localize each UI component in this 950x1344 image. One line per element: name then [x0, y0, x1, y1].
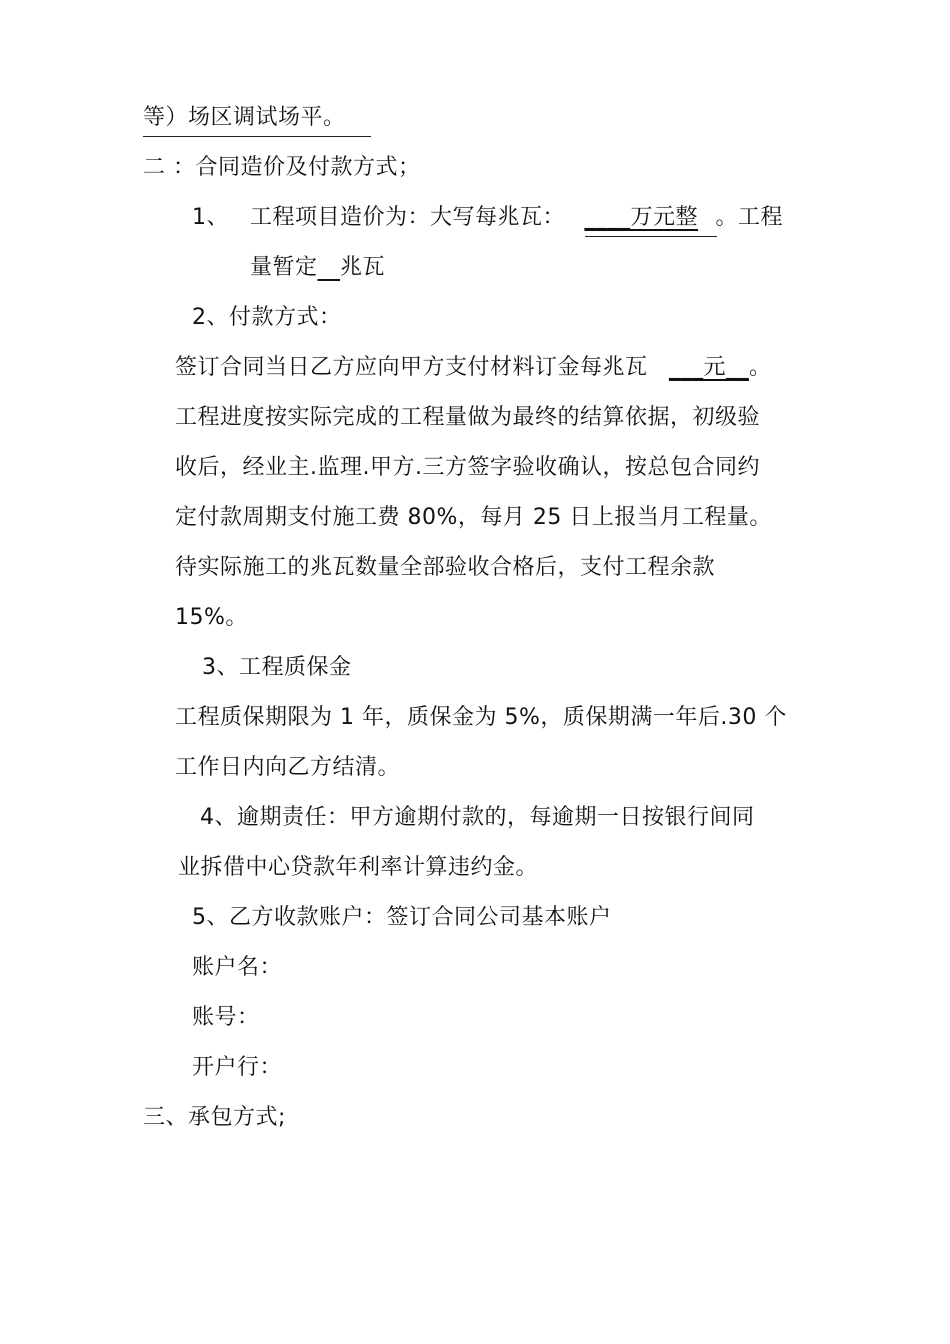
paragraph-line: 工程质保期限为 1 年，质保金为 5%，质保期满一年后.30 个 [175, 705, 787, 730]
deposit-unit: 元 [703, 355, 727, 380]
paragraph-line: 工作日内向乙方结清。 [175, 755, 401, 780]
blank-amount: ____万元整 [584, 205, 699, 230]
paragraph-line: 定付款周期支付施工费 80%，每月 25 日上报当月工程量。 [175, 505, 772, 530]
account-bank-label: 开户行： [192, 1055, 283, 1080]
paragraph-line [175, 353, 772, 383]
item1-cont [250, 253, 385, 283]
blank-deposit: ___ [669, 355, 704, 380]
deposit-end: 。 [749, 355, 772, 380]
paragraph-line: 待实际施工的兆瓦数量全部验收合格后，支付工程余款 [175, 555, 716, 580]
paragraph-line: 15%。 [175, 605, 248, 630]
paragraph-line: 业拆借中心贷款年利率计算违约金。 [178, 855, 539, 880]
item-heading-2: 2、付款方式： [192, 305, 342, 330]
section-heading-2: 二 ：合同造价及付款方式； [143, 155, 421, 180]
paragraph-line: 收后，经业主.监理.甲方.三方签字验收确认，按总包合同约 [175, 455, 760, 480]
deposit-text: 签订合同当日乙方应向甲方支付材料订金每兆瓦 [175, 355, 648, 380]
account-name-label: 账户名： [192, 955, 283, 980]
item-heading-4: 4、逾期责任：甲方逾期付款的，每逾期一日按银行间同 [200, 805, 755, 830]
item1-label: 工程项目造价为：大写每兆瓦： [250, 205, 566, 230]
paragraph-line: 工程进度按实际完成的工程量做为最终的结算依据，初级验 [175, 405, 761, 430]
section-heading-3: 三、承包方式; [143, 1105, 286, 1130]
blank-deposit-2: __ [726, 355, 750, 380]
item-heading-3: 3、工程质保金 [202, 655, 352, 680]
item1-suffix: 。工程 [715, 205, 784, 230]
item-number-1: 1、 [192, 205, 229, 230]
underline-rule [143, 136, 371, 137]
item-heading-5: 5、乙方收款账户：签订合同公司基本账户 [192, 905, 612, 930]
item1-text [250, 203, 783, 233]
item1-unit: 兆瓦 [340, 255, 386, 280]
underline-rule [585, 236, 717, 237]
blank-capacity [318, 255, 340, 280]
text-line: 等）场区调试场平。 [143, 105, 346, 130]
item1-label-2: 量暂定 [250, 255, 318, 280]
account-number-label: 账号： [192, 1005, 260, 1030]
